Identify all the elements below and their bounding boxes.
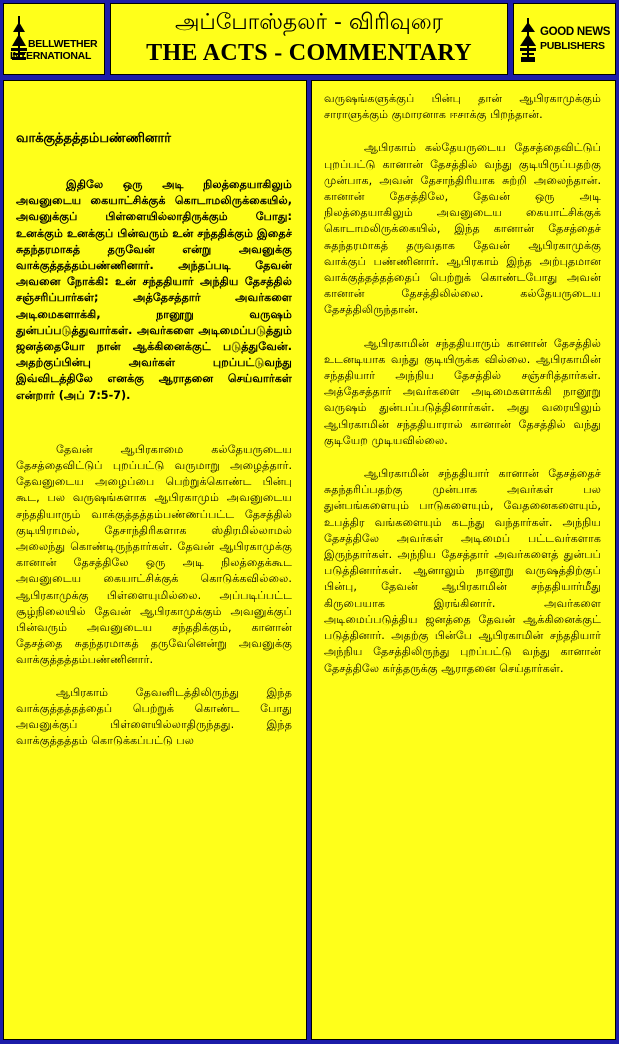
left-logo-line1: BELLWETHER <box>28 38 98 50</box>
commentary-paragraph: ஆபிரகாம் கல்தேயருடைய தேசத்தைவிட்டுப் புறப்பட்டு கானான் தேசத்தில் வந்து குடியிருப்பதற்கு முன்பாக, அவன் தேசாந்திரியாக சுற்றி அலைந்தான். கானான் தேசத்திலே, தேவன் ஒரு அடி நிலத்தையாகிலும் அவனுடைய கையாட்சிக்குக் கொடாமலிருக்கையில், இந்த கானான் தேசத்தைச் சுதந்தரமாகத் தருவதாக தேவன் ஆபிரகாமுக்கு வாக்குப் பண்ணினார். ஆபிரகாம் இந்த அற்புதமான வாக்குத்தத்தத்தைப் பெற்றுக் கொண்டபோது அவன் கானான் தேசத்திலில்லை. கல்தேயருடைய தேசத்திலிருந்தான். <box>324 141 601 317</box>
right-column <box>311 80 616 1040</box>
commentary-paragraph: ஆபிரகாம் தேவனிடத்திலிருந்து இந்த வாக்குத்தத்தத்தைப் பெற்றுக் கொண்ட போது அவனுக்குப் பிள்ளையில்லாதிருந்தது. இந்த வாக்குத்தத்தம் கொடுக்கப்பட்டு பல <box>16 685 292 748</box>
left-column <box>3 80 307 1040</box>
section-heading: வாக்குத்தத்தம்பண்ணினார் <box>16 131 172 146</box>
right-logo-line1: GOOD NEWS <box>540 26 611 38</box>
commentary-paragraph: ஆபிரகாமின் சந்ததியார் கானான் தேசத்தைச் சுதந்தரிப்பதற்கு முன்பாக அவர்கள் பல துன்பங்களையும் பாடுகளையும், வேதனைகளையும், உபத்திர வங்களையும் கடந்து வந்தார்கள். அந்நிய தேசத்திலே அவர்கள் அடிமைப் பட்டவர்களாக இருந்தார்கள். அந்நிய தேசத்தார் அவர்களைத் துன்பப் படுத்தினார்கள். ஆனாலும் நானூறு வருஷத்திற்குப் பின்பு, தேவன் ஆபிரகாமின் சந்ததியார்மீது கிருபையாக இரங்கினார். அவர்களை அடிமைப்படுத்திய ஜனத்தை தேவன் ஆக்கினைக்குட் படுத்தினார். அதற்கு பின்பே ஆபிரகாமின் சந்ததியார் அந்நிய தேசத்திலிருந்து புறப்பட்டு வந்து கானான் தேசத்திலே கர்த்தருக்கு ஆராதனை செய்தார்கள். <box>324 467 601 675</box>
good-news-emblem-icon <box>519 18 537 62</box>
left-logo-line2: INTERNATIONAL <box>10 50 92 62</box>
title-box <box>110 3 508 75</box>
scripture-verse: இதிலே ஒரு அடி நிலத்தையாகிலும் அவனுடைய கையாட்சிக்குக் கொடாமலிருக்கையில், அவனுக்குப் பிள்ளையில்லாதிருக்கும் போது: உனக்கும் உனக்குப் பின்வரும் உன் சந்ததிக்கும் இதைச் சுதந்தரமாகத் தருவேன் என்று அவனுக்கு வாக்குத்தத்தம்பண்ணினார். அந்தப்படி தேவன் அவனை நோக்கி: உன் சந்ததியார் அந்திய தேசத்தில் சஞ்சரிப்பார்கள்; அத்தேசத்தார் அவர்களை அடிமைகளாக்கி, நானூறு வருஷம் துன்பப்படுத்துவார்கள். அவர்களை அடிமைப்படுத்தும் ஜனத்தையோ நான் ஆக்கினைக்குட் படுத்துவேன். அதற்குப்பின்பு அவர்கள் புறப்பட்டுவந்து இவ்விடத்திலே எனக்கு ஆராதனை செய்வார்கள் என்றார் (அப் 7:5-7). <box>16 178 292 402</box>
page-header <box>0 0 619 80</box>
bellwether-logo <box>3 3 105 75</box>
title-english: THE ACTS - COMMENTARY <box>146 40 472 66</box>
commentary-paragraph: வருஷங்களுக்குப் பின்பு தான் ஆபிரகாமுக்கும் சாராளுக்கும் குமாரனாக ஈசாக்கு பிறந்தான். <box>324 92 601 122</box>
title-tamil: அப்போஸ்தலர் - விரிவுரை <box>174 10 444 35</box>
commentary-paragraph: ஆபிரகாமின் சந்ததியாரும் கானான் தேசத்தில் உடனடியாக வந்து குடியிருக்க வில்லை. ஆபிரகாமின் சந்ததியார் அந்நிய தேசத்தில் சஞ்சரித்தார்கள். அத்தேசத்தார் அவர்களை அடிமைகளாக்கி நானூறு வருஷம் துன்பப்படுத்தினார்கள். அது வரையிலும் ஆபிரகாமின் சந்ததியாரால் கானான் தேசத்தில் வந்து குடியேற முடியவில்லை. <box>324 336 601 447</box>
right-logo-line2: PUBLISHERS <box>540 40 605 52</box>
commentary-paragraph: தேவன் ஆபிரகாமை கல்தேயருடைய தேசத்தைவிட்டுப் புறப்பட்டு வருமாறு அழைத்தார். தேவனுடைய அழைப்பை பெற்றுக்கொண்ட பின்பு கூட, பல வருஷங்களாக ஆபிரகாமும் அவனுடைய சந்ததியாரும் வாக்குத்தத்தம்பண்ணப்பட்ட தேசத்தில் குடியிராமல், தேசாந்திரிகளாக ஸ்திரமில்லாமல் அலைந்து கொண்டிருந்தார்கள். தேவன் ஆபிரகாமுக்கு கானான் தேசத்திலே ஒரு அடி நிலத்தைக்கூட அவனுடைய கையாட்சிக்குக் கொடுக்கவில்லை. ஆபிரகாமுக்கு பிள்ளையுமில்லை. அப்படிப்பட்ட சூழ்நிலையில் தேவன் ஆபிரகாமுக்கும் அவனுக்குப் பின்வரும் அவனுடைய சந்ததிக்கும், கானான் தேசத்தை சுதந்தரமாகத் தருவேனென்று அவனுக்கு வாக்குத்தத்தம்பண்ணினார். <box>16 442 292 667</box>
good-news-logo <box>513 3 616 75</box>
